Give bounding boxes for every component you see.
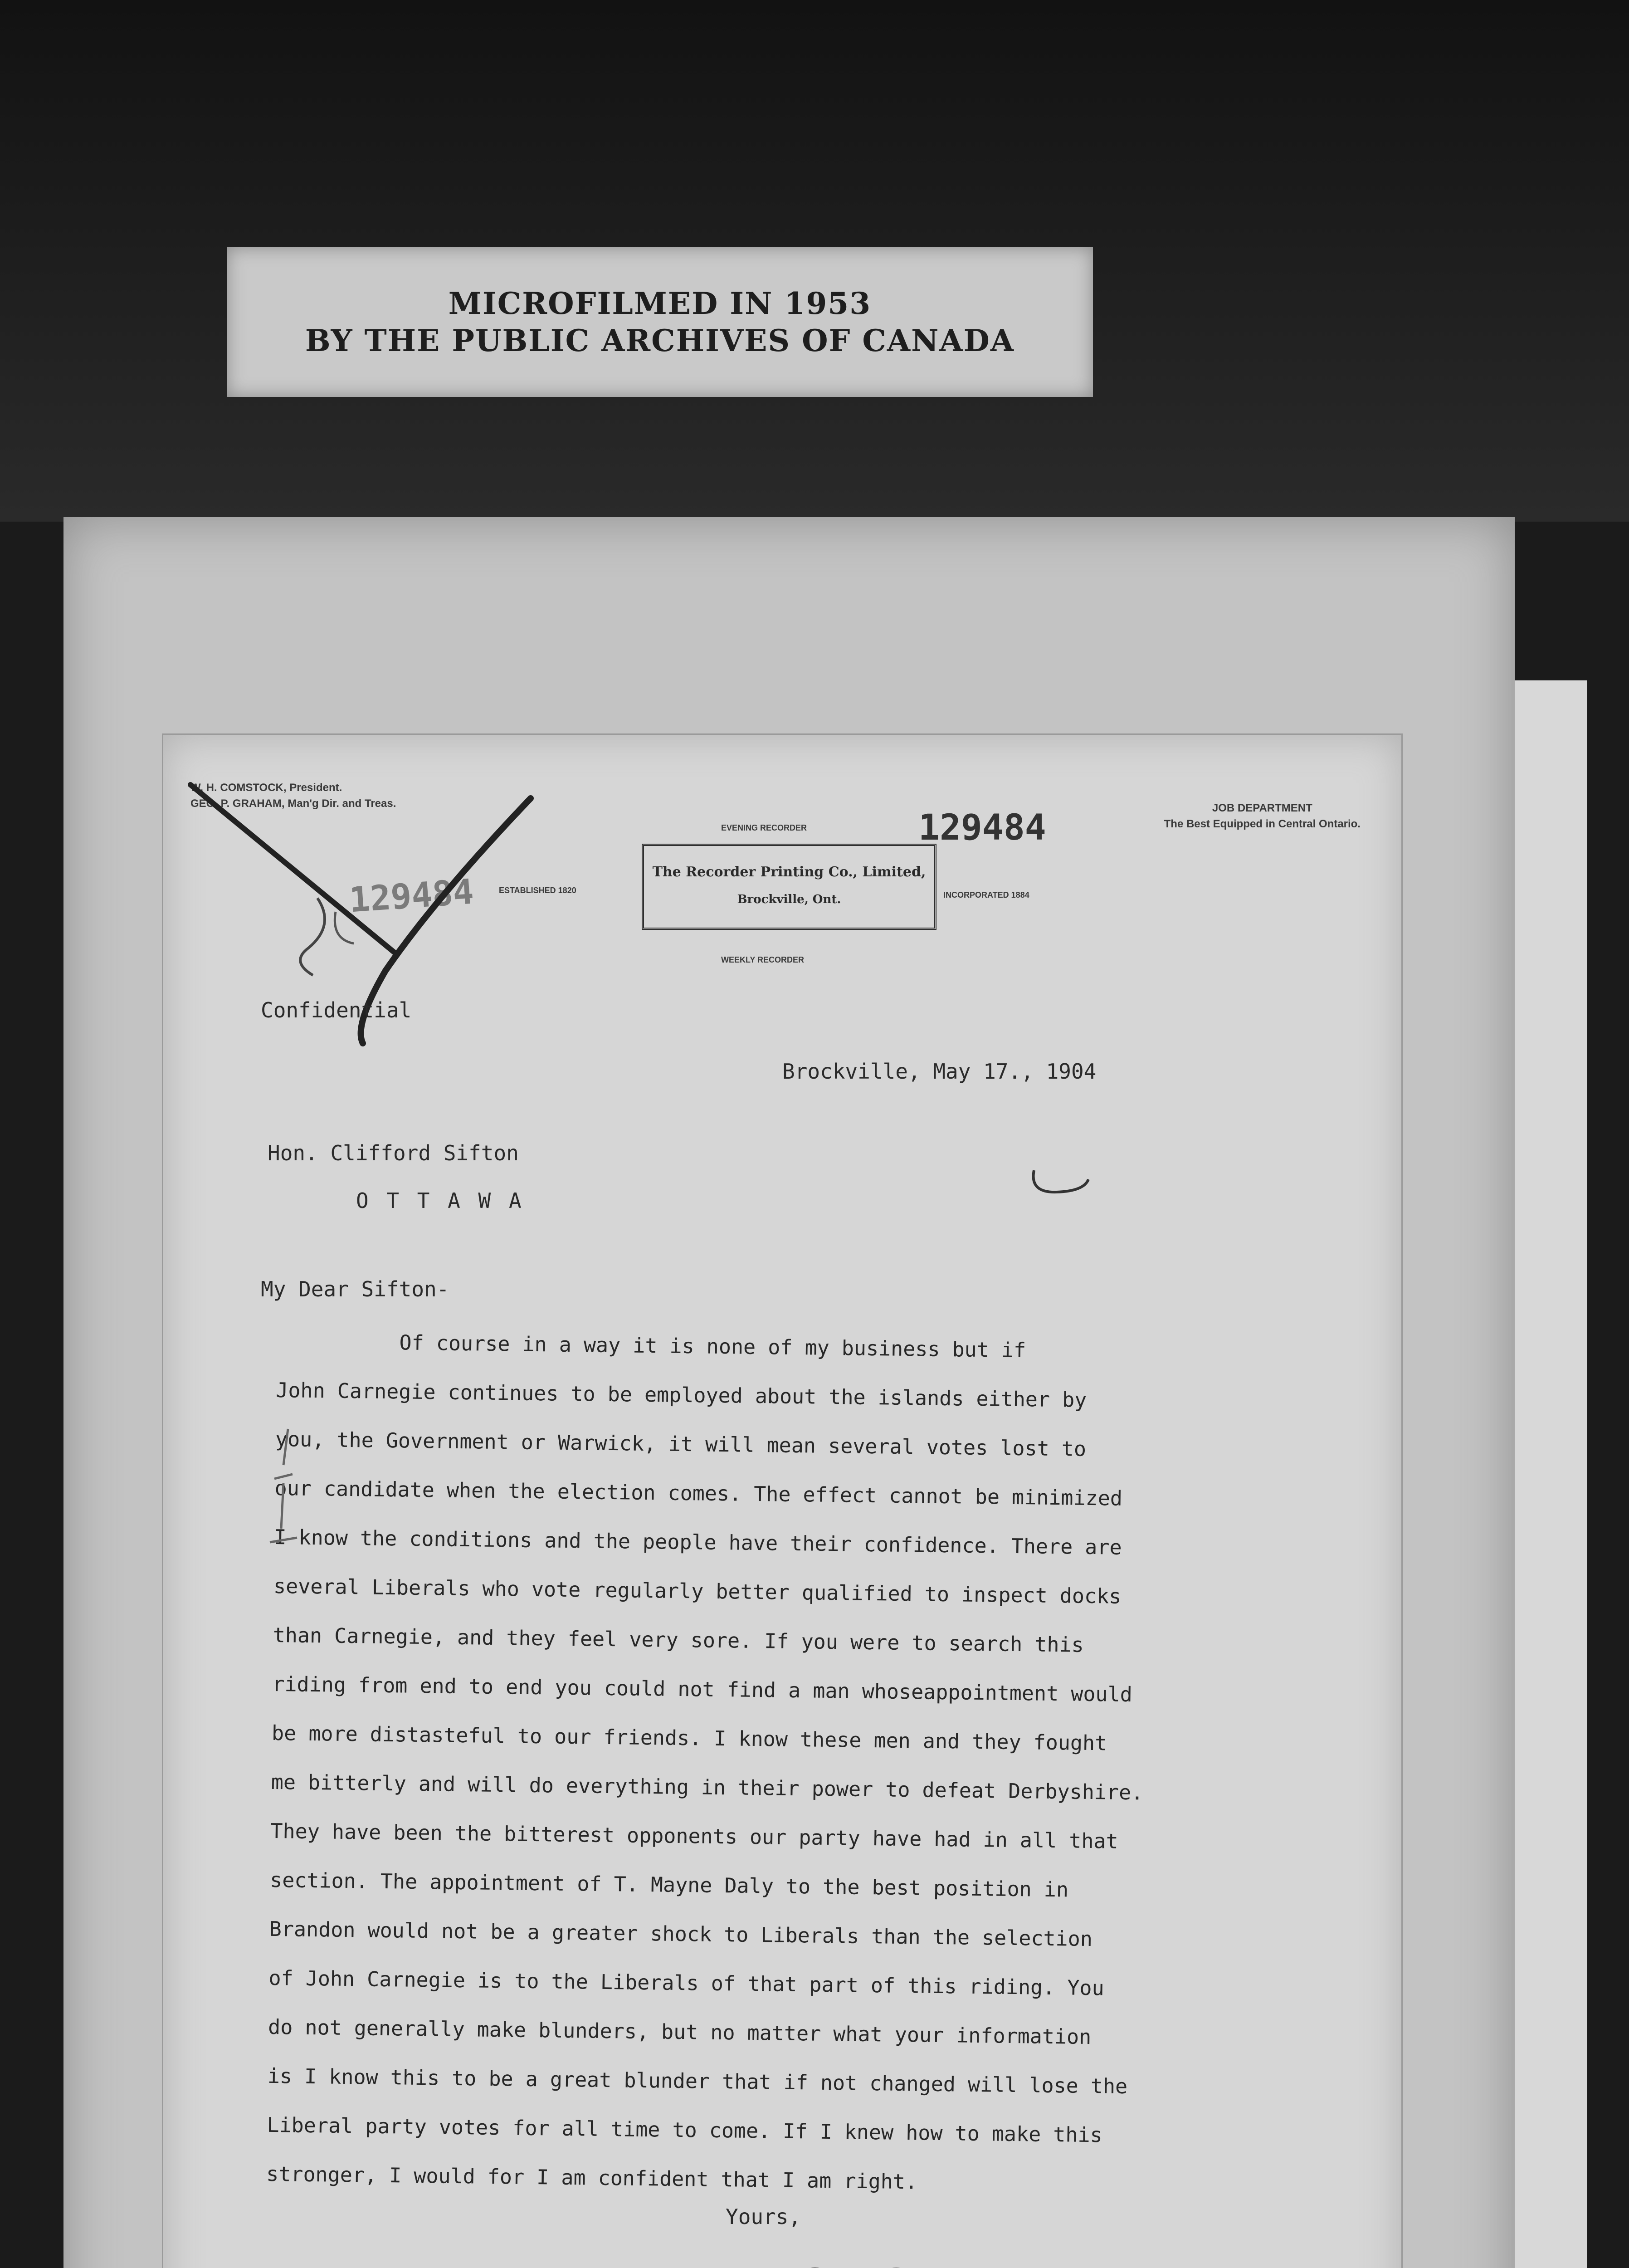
body-line: Liberal party votes for all time to come. If I knew how to make this — [267, 2112, 1103, 2147]
body-line: of John Carnegie is to the Liberals of that part of this riding. You — [268, 1965, 1104, 2000]
body-line: stronger, I would for I am confident that I am right. — [266, 2161, 918, 2194]
faint-number-stamp: 129484 — [348, 871, 475, 920]
body-line: me bitterly and will do everything in their power to defeat Derbyshire. — [271, 1769, 1144, 1805]
company-name: The Recorder Printing Co., Limited, — [652, 864, 926, 880]
archive-label — [227, 247, 1093, 397]
letter-body — [266, 1329, 1388, 2224]
incorporated-label: INCORPORATED 1884 — [943, 890, 1029, 899]
body-line: riding from end to end you could not find a man whoseappointment would — [272, 1672, 1133, 1707]
weekly-recorder-label: WEEKLY RECORDER — [721, 955, 805, 964]
job-department-title: JOB DEPARTMENT — [1212, 802, 1312, 814]
body-line: you, the Government or Warwick, it will mean several votes lost to — [275, 1427, 1087, 1461]
document-number: 129484 — [918, 807, 1046, 848]
body-line: several Liberals who vote regularly better qualified to inspect docks — [273, 1574, 1122, 1608]
job-department-tagline: The Best Equipped in Central Ontario. — [1164, 817, 1361, 830]
archive-label-line1: MICROFILMED IN 1953 — [448, 285, 872, 321]
body-line: is I know this to be a great blunder that if not changed will lose the — [267, 2063, 1128, 2099]
closing: Yours, — [726, 2204, 801, 2229]
pencil-margin-mark-icon — [256, 1424, 311, 1597]
body-line: section. The appointment of T. Mayne Daly to the best position in — [269, 1867, 1069, 1902]
company-name-box — [642, 844, 936, 930]
body-line: do not generally make blunders, but no matter what your information — [268, 2014, 1092, 2049]
manager-line: GEO. P. GRAHAM, Man'g Dir. and Treas. — [190, 797, 396, 810]
body-line: than Carnegie, and they feel very sore. If you were to search this — [273, 1623, 1084, 1657]
archive-label-line2: BY THE PUBLIC ARCHIVES OF CANADA — [305, 323, 1015, 358]
body-line: John Carnegie continues to be employed about the islands either by — [276, 1378, 1087, 1412]
pencil-bracket-mark-icon — [1025, 1166, 1097, 1202]
page-edge — [1515, 680, 1587, 2268]
letter-page — [163, 735, 1401, 2268]
signature-icon — [771, 2245, 1315, 2268]
body-line: Of course in a way it is none of my business but if — [276, 1329, 1026, 1363]
established-label: ESTABLISHED 1820 — [499, 886, 576, 895]
salutation: My Dear Sifton- — [261, 1277, 449, 1301]
addressee-name: Hon. Clifford Sifton — [268, 1141, 519, 1165]
body-line: be more distasteful to our friends. I know these men and they fought — [271, 1721, 1107, 1755]
company-city: Brockville, Ont. — [737, 893, 841, 906]
evening-recorder-label: EVENING RECORDER — [721, 823, 807, 832]
dateline: Brockville, May 17., 1904 — [782, 1059, 1097, 1084]
letterhead-job-department — [1164, 801, 1361, 832]
body-line: Brandon would not be a greater shock to Liberals than the selection — [269, 1916, 1093, 1951]
addressee-city: O T T A W A — [356, 1188, 524, 1213]
president-line: W. H. COMSTOCK, President. — [190, 782, 342, 794]
body-line: I know the conditions and the people have their confidence. There are — [274, 1525, 1122, 1559]
body-line: They have been the bitterest opponents our party have had in all that — [270, 1818, 1119, 1853]
confidential-heading: Confidential — [261, 998, 412, 1022]
body-line: our candidate when the election comes. The effect cannot be minimized — [274, 1476, 1123, 1510]
